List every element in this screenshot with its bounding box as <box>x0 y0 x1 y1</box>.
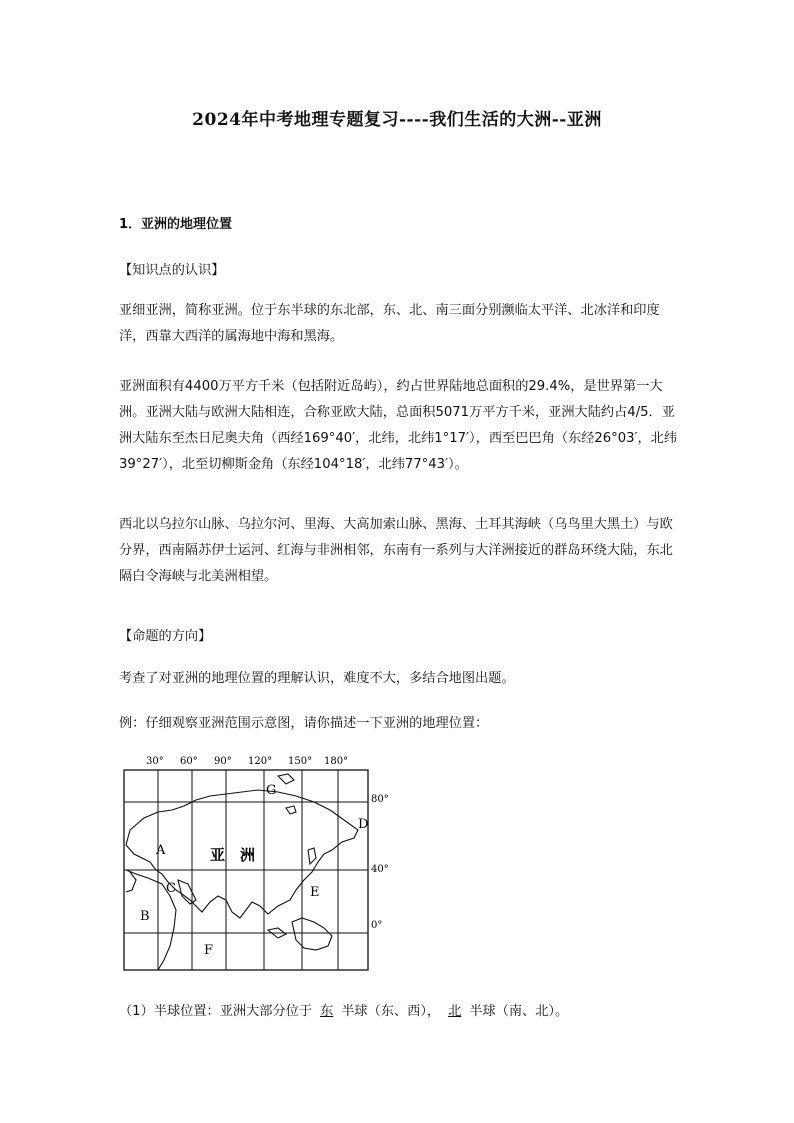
region-label-g: G <box>266 783 277 798</box>
knowledge-label: 【知识点的认识】 <box>119 263 225 278</box>
paragraph-boundaries: 西北以乌拉尔山脉、乌拉尔河、里海、大高加索山脉、黑海、土耳其海峡（乌鸟里大黑土）与欧分界，西南隔苏伊士运河、红海与非洲相邻，东南有一系列与大洋洲接近的群岛环绕大陆，东北隔白令海峡与北美洲相望。 <box>119 517 673 584</box>
paragraph-intro: 亚细亚洲，简称亚洲。位于东半球的东北部，东、北、南三面分别濒临太平洋、北冰洋和印度洋，西靠大西洋的属海地中海和黑海。 <box>119 303 660 344</box>
asia-map-figure <box>118 750 408 975</box>
graticule <box>124 770 368 970</box>
lat-tick-label: 80° <box>371 794 389 805</box>
region-label-b: B <box>140 909 150 924</box>
region-label-d: D <box>358 817 369 832</box>
region-label-c: C <box>166 881 176 896</box>
asia-label: 亚 洲 <box>210 846 256 864</box>
direction-label: 【命题的方向】 <box>119 629 212 644</box>
lon-tick-label: 60° <box>180 756 198 767</box>
question-1-prefix: （1）半球位置：亚洲大部分位于 <box>119 1004 313 1019</box>
landmass-outline <box>126 774 358 970</box>
example-prompt: 例：仔细观察亚洲范围示意图，请你描述一下亚洲的地理位置： <box>119 716 489 731</box>
paragraph-direction: 考查了对亚洲的地理位置的理解认识，难度不大，多结合地图出题。 <box>119 671 515 686</box>
question-1-suffix: 半球（南、北）。 <box>469 1004 569 1019</box>
lon-tick-label: 30° <box>146 756 164 767</box>
lat-tick-label: 40° <box>371 864 389 875</box>
section-heading: 1．亚洲的地理位置 <box>119 217 233 232</box>
lon-tick-label: 120° <box>248 756 273 767</box>
document-title: 2024年中考地理专题复习----我们生活的大洲--亚洲 <box>192 110 602 130</box>
question-1-mid: 半球（东、西）， <box>341 1004 441 1019</box>
answer-blank-north: 北 <box>448 1004 462 1019</box>
lon-tick-label: 150° <box>288 756 313 767</box>
region-label-e: E <box>310 885 320 900</box>
lon-tick-label: 180° <box>324 756 349 767</box>
paragraph-area: 亚洲面积有4400万平方千米（包括附近岛屿），约占世界陆地总面积的29.4%，是世界第一大洲。亚洲大陆与欧洲大陆相连，合称亚欧大陆，总面积5071万平方千米，亚洲大陆约占4/5．亚洲大陆东至杰日尼奥夫角（西经169°40′，北纬，北纬1°17′），西至巴巴角（东经26°03′，北纬39°27′），北至切柳斯金角（东经104°18′，北纬77°43′）。 <box>119 379 678 472</box>
region-label-f: F <box>204 943 214 958</box>
lon-tick-label: 90° <box>214 756 232 767</box>
answer-blank-east: 东 <box>320 1004 334 1019</box>
question-1 <box>119 1000 568 1019</box>
lat-tick-label: 0° <box>371 920 383 931</box>
region-label-a: A <box>156 843 166 858</box>
